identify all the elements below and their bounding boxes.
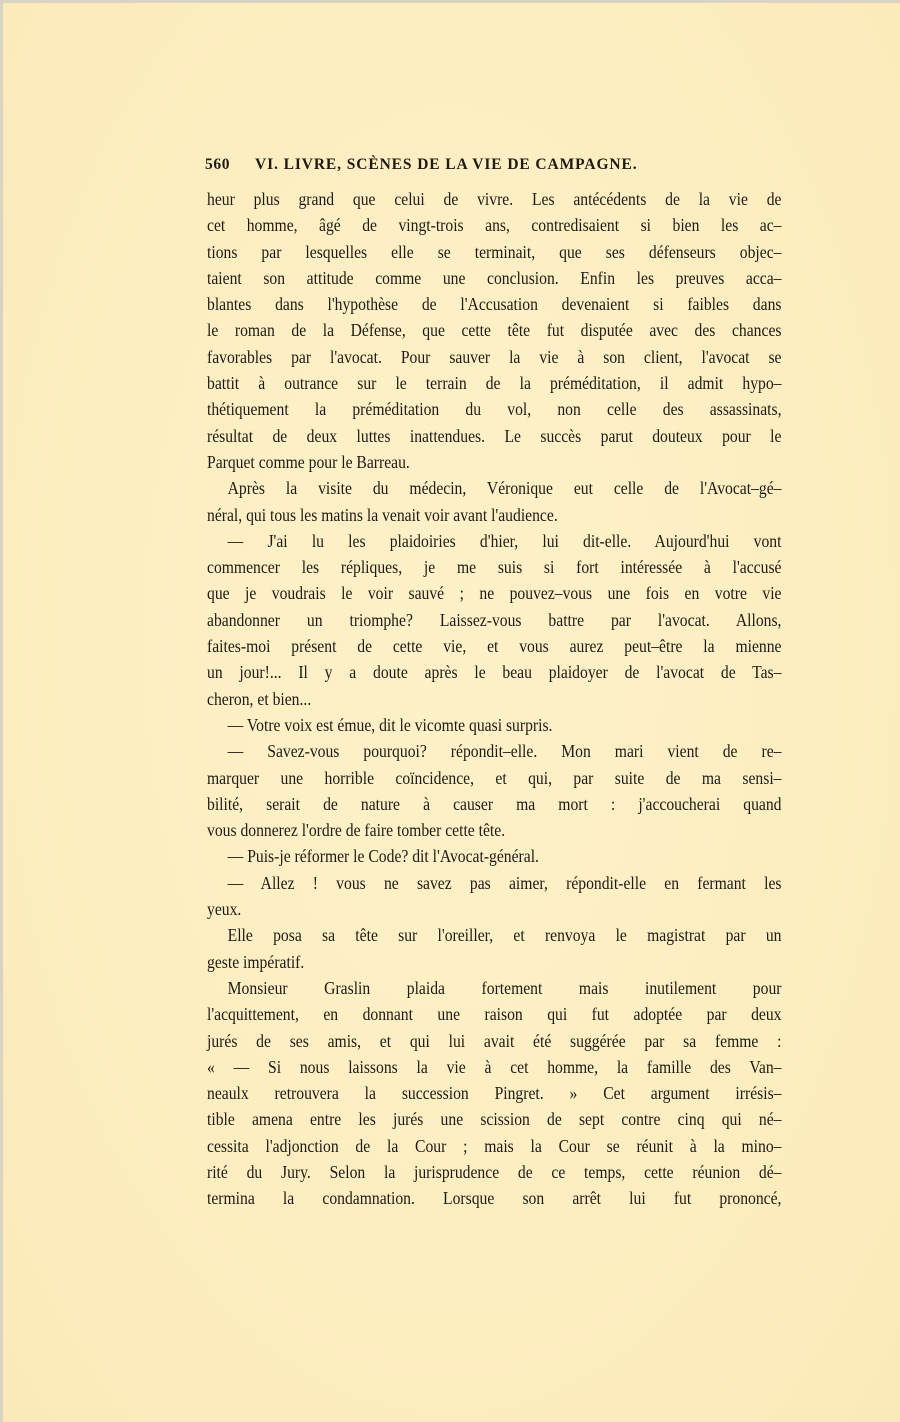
text-line: — Savez-vous pourquoi? répondit–elle. Mon mari vient de re– xyxy=(227,741,782,762)
text-line: cessita l'adjonction de la Cour ; mais la Cour se réunit à la mino– xyxy=(207,1135,782,1156)
text-line: Elle posa sa tête sur l'oreiller, et renvoya le magistrat par un xyxy=(227,925,782,946)
text-line: le roman de la Défense, que cette tête fut disputée avec des chances xyxy=(207,320,782,341)
text-line: Après la visite du médecin, Véronique eut celle de l'Avocat–gé– xyxy=(227,478,782,499)
text-line: cheron, et bien... xyxy=(207,688,312,709)
text-line: geste impératif. xyxy=(207,951,305,972)
body-text xyxy=(207,186,782,1212)
text-line: — Allez ! vous ne savez pas aimer, répondit-elle en fermant les xyxy=(227,872,782,893)
text-line: abandonner un triomphe? Laissez-vous battre par l'avocat. Allons, xyxy=(207,609,782,630)
text-line: vous donnerez l'ordre de faire tomber cette tête. xyxy=(207,820,506,841)
page-number: 560 xyxy=(205,156,231,173)
text-line: termina la condamnation. Lorsque son arrêt lui fut prononcé, xyxy=(207,1188,782,1209)
running-head xyxy=(205,156,725,180)
text-line: thétiquement la préméditation du vol, non celle des assassinats, xyxy=(207,399,782,420)
text-line: néral, qui tous les matins la venait voir avant l'audience. xyxy=(207,504,558,525)
text-line: battit à outrance sur le terrain de la préméditation, il admit hypo– xyxy=(207,373,782,394)
running-title: VI. LIVRE, SCÈNES DE LA VIE DE CAMPAGNE. xyxy=(255,156,638,173)
text-line: Monsieur Graslin plaida fortement mais inutilement pour xyxy=(227,977,782,998)
text-line: — J'ai lu les plaidoiries d'hier, lui dit-elle. Aujourd'hui vont xyxy=(227,530,782,551)
page-edge-top xyxy=(0,0,900,3)
text-line: taient son attitude comme une conclusion. Enfin les preuves acca– xyxy=(207,267,782,288)
page-edge-left xyxy=(0,0,3,1422)
text-line: blantes dans l'hypothèse de l'Accusation devenaient si faibles dans xyxy=(207,294,782,315)
text-line: heur plus grand que celui de vivre. Les antécédents de la vie de xyxy=(207,189,782,209)
text-line: « — Si nous laissons la vie à cet homme, la famille des Van– xyxy=(207,1056,782,1077)
text-line: tible amena entre les jurés une scission de sept contre cinq qui né– xyxy=(207,1109,782,1130)
text-line: — Puis-je réformer le Code? dit l'Avocat-général. xyxy=(227,846,539,867)
text-line: commencer les répliques, je me suis si fort intéressée à l'accusé xyxy=(207,557,782,578)
text-line: rité du Jury. Selon la jurisprudence de ce temps, cette réunion dé– xyxy=(207,1161,782,1182)
text-line: jurés de ses amis, et qui lui avait été suggérée par sa femme : xyxy=(207,1030,782,1051)
text-line: — Votre voix est émue, dit le vicomte quasi surpris. xyxy=(227,714,553,735)
text-line: un jour!... Il y a doute après le beau plaidoyer de l'avocat de Tas– xyxy=(207,662,782,683)
text-line: l'acquittement, en donnant une raison qui fut adoptée par deux xyxy=(207,1004,782,1025)
text-line: que je voudrais le voir sauvé ; ne pouvez–vous une fois en votre vie xyxy=(207,583,782,604)
text-line: marquer une horrible coïncidence, et qui, par suite de ma sensi– xyxy=(207,767,782,788)
text-line: cet homme, âgé de vingt-trois ans, contredisaient si bien les ac– xyxy=(207,215,782,236)
text-line: neaulx retrouvera la succession Pingret. » Cet argument irrésis– xyxy=(207,1083,782,1104)
text-line: tions par lesquelles elle se terminait, que ses défenseurs objec– xyxy=(207,241,782,262)
text-line: faites-moi présent de cette vie, et vous aurez peut–être la mienne xyxy=(207,636,782,657)
text-line: résultat de deux luttes inattendues. Le succès parut douteux pour le xyxy=(207,425,782,446)
text-line: bilité, serait de nature à causer ma mort : j'accoucherai quand xyxy=(207,793,782,814)
text-line: favorables par l'avocat. Pour sauver la vie à son client, l'avocat se xyxy=(207,346,782,367)
text-line: yeux. xyxy=(207,899,242,920)
text-line: Parquet comme pour le Barreau. xyxy=(207,451,410,472)
